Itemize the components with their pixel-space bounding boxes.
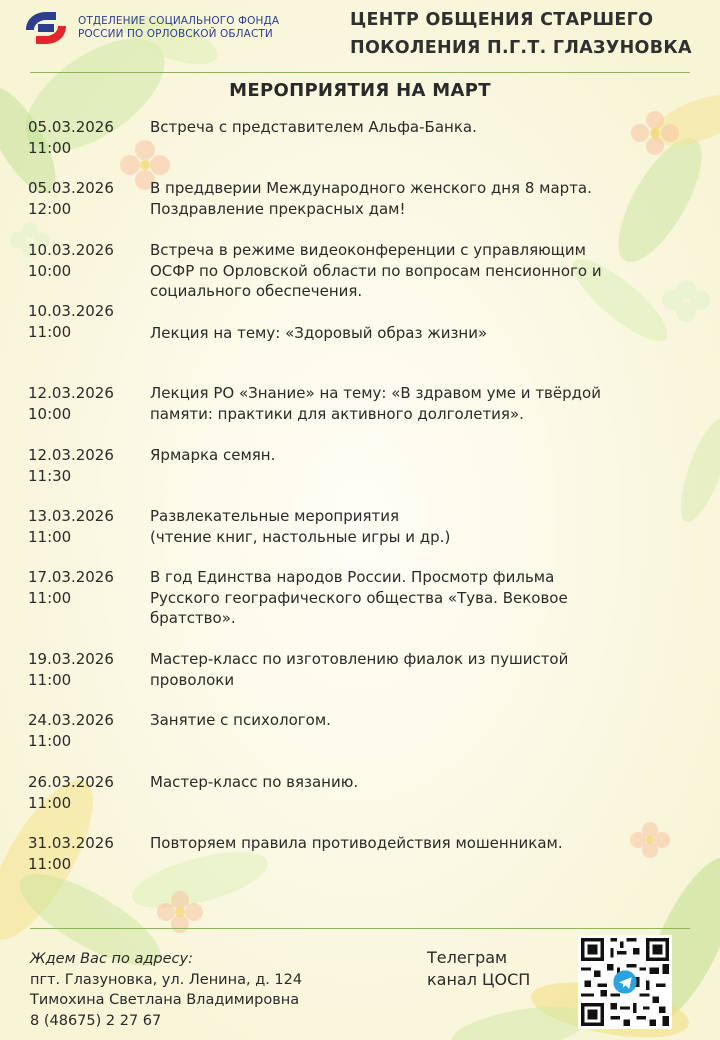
event-time: 10:00: [28, 261, 72, 280]
event-desc-line: Мастер-класс по изготовлению фиалок из пушистой: [150, 650, 569, 668]
event-time: 11:00: [28, 322, 72, 341]
event-date: 12.03.2026: [28, 384, 114, 402]
event-desc-line: Встреча с представителем Альфа-Банка.: [150, 118, 477, 136]
event-desc-line: Лекция на тему: «Здоровый образ жизни»: [150, 324, 488, 342]
sfr-logo: [20, 8, 320, 48]
event-date: 10.03.2026: [28, 302, 114, 320]
qr-code-icon[interactable]: [578, 935, 672, 1029]
event-time: 11:00: [28, 793, 72, 812]
event-date: 31.03.2026: [28, 834, 114, 852]
event-desc-line: Мастер-класс по вязанию.: [150, 773, 359, 791]
org-name-line1: ОТДЕЛЕНИЕ СОЦИАЛЬНОГО ФОНДА: [78, 15, 280, 27]
event-desc-line: Развлекательные мероприятия: [150, 507, 400, 525]
event-date: 19.03.2026: [28, 650, 114, 668]
event-desc-line: Повторяем правила противодействия мошенникам.: [150, 834, 563, 852]
center-title: [350, 6, 710, 62]
event-date: 24.03.2026: [28, 711, 114, 729]
contact-phone: 8 (48675) 2 27 67: [30, 1012, 162, 1029]
event-date: 05.03.2026: [28, 118, 114, 136]
event-time: 10:00: [28, 404, 72, 423]
address-block: [30, 949, 390, 1031]
address-label: Ждем Вас по адресу:: [30, 951, 193, 967]
event-desc-line: В год Единства народов России. Просмотр фильма: [150, 568, 555, 586]
event-time: 11:30: [28, 466, 72, 485]
telegram-label: [427, 947, 567, 991]
event-desc-line: Ярмарка семян.: [150, 446, 276, 464]
event-time: 11:00: [28, 854, 72, 873]
event-desc-line: памяти: практики для активного долголетия».: [150, 404, 524, 423]
sfr-logo-icon: [20, 8, 72, 48]
event-desc-line: проволоки: [150, 670, 235, 689]
event-desc-line: Русского географического общества «Тува. Вековое: [150, 588, 568, 607]
event-desc-line: (чтение книг, настольные игры и др.): [150, 527, 451, 546]
center-title-line1: ЦЕНТР ОБЩЕНИЯ СТАРШЕГО: [350, 10, 654, 30]
event-time: 11:00: [28, 527, 72, 546]
event-desc-line: Занятие с психологом.: [150, 711, 331, 729]
event-desc-line: социального обеспечения.: [150, 282, 363, 300]
address-text: пгт. Глазуновка, ул. Ленина, д. 124: [30, 971, 303, 988]
page-title: МЕРОПРИЯТИЯ НА МАРТ: [229, 80, 491, 101]
event-time: 11:00: [28, 731, 72, 750]
telegram-line1: Телеграм: [427, 948, 508, 967]
event-date: 26.03.2026: [28, 773, 114, 791]
center-title-line2: ПОКОЛЕНИЯ П.Г.Т. ГЛАЗУНОВКА: [350, 38, 692, 58]
org-name-line2: РОССИИ ПО ОРЛОВСКОЙ ОБЛАСТИ: [78, 28, 273, 40]
header-divider: [30, 72, 690, 73]
contact-name: Тимохина Светлана Владимировна: [30, 992, 300, 1008]
event-desc-line: Поздравление прекрасных дам!: [150, 199, 406, 218]
footer-divider: [30, 928, 690, 929]
event-desc-line: Лекция РО «Знание» на тему: «В здравом уме и твёрдой: [150, 384, 601, 402]
event-date: 10.03.2026: [28, 241, 114, 259]
event-desc-line: Встреча в режиме видеоконференции с управляющим: [150, 241, 586, 259]
event-desc-line: братство».: [150, 609, 236, 627]
event-date: 05.03.2026: [28, 179, 114, 197]
event-desc-line: ОСФР по Орловской области по вопросам пенсионного и: [150, 261, 602, 280]
event-time: 11:00: [28, 588, 72, 607]
event-time: 12:00: [28, 199, 72, 218]
telegram-line2: канал ЦОСП: [427, 970, 531, 989]
event-date: 12.03.2026: [28, 446, 114, 464]
event-time: 11:00: [28, 138, 72, 157]
event-date: 17.03.2026: [28, 568, 114, 586]
event-time: 11:00: [28, 670, 72, 689]
event-desc-line: В преддверии Международного женского дня 8 марта.: [150, 179, 592, 197]
event-date: 13.03.2026: [28, 507, 114, 525]
